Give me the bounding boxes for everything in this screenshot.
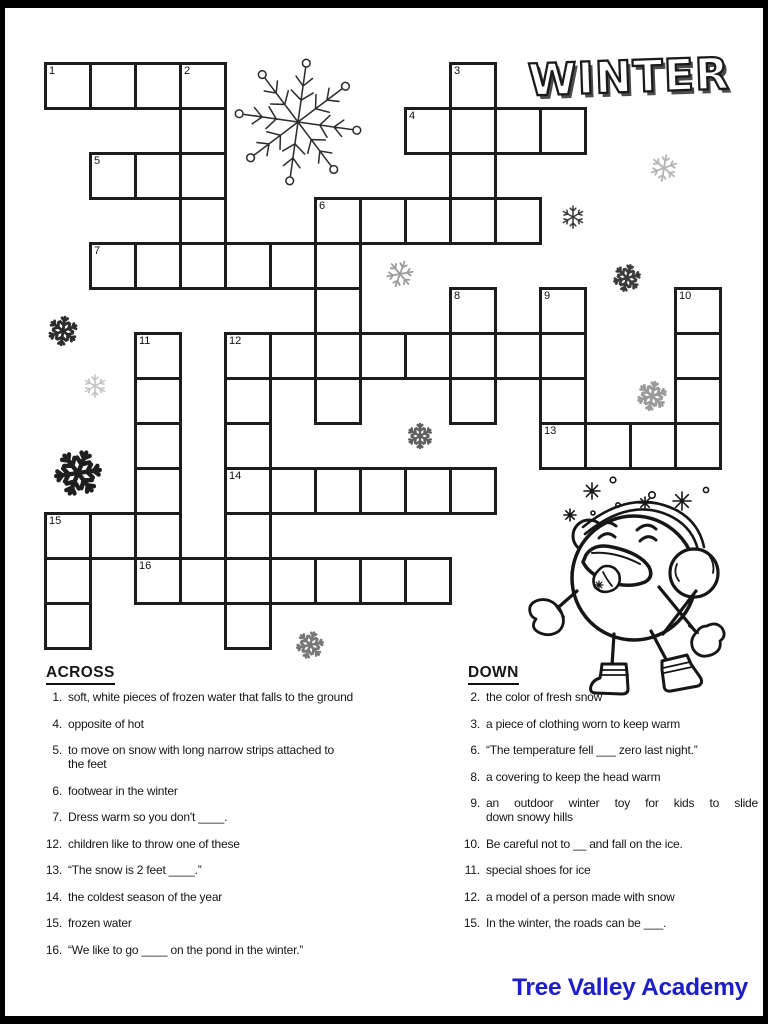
cell-number-4: 4: [409, 110, 416, 122]
clue-number: 13.: [45, 863, 62, 877]
crossword-word-15-down[interactable]: [44, 512, 92, 650]
cell-divider: [449, 470, 452, 512]
clue-down-8: [458, 770, 758, 784]
down-header: DOWN: [468, 664, 519, 685]
clue-across-16: [40, 943, 403, 957]
clue-number: 11.: [464, 863, 480, 877]
clue-text: a model of a person made with snow: [486, 889, 675, 904]
cell-divider: [449, 200, 452, 242]
crossword-word-13-across[interactable]: [539, 422, 722, 470]
cell-divider: [449, 110, 452, 152]
crossword-word-12-across[interactable]: [224, 332, 587, 380]
cell-divider: [359, 335, 362, 377]
clue-number: 10.: [463, 836, 480, 851]
crossword-word-6-down[interactable]: [314, 197, 362, 425]
cell-divider: [674, 425, 677, 467]
cell-divider: [404, 200, 407, 242]
cell-divider: [269, 470, 272, 512]
cell-divider: [179, 245, 182, 287]
brand-logo-text: Tree Valley Academy: [512, 974, 748, 1001]
clue-across-7: [40, 810, 403, 824]
crossword-word-5-across[interactable]: [89, 152, 227, 200]
clue-across-1: [40, 690, 403, 704]
across-header: ACROSS: [46, 664, 115, 685]
cell-divider: [404, 335, 407, 377]
crossword-word-4-across[interactable]: [404, 107, 587, 155]
clue-down-10: [458, 837, 758, 851]
clue-text: children like to throw one of these: [68, 836, 240, 851]
cell-divider: [227, 377, 269, 380]
cell-number-6: 6: [319, 200, 326, 212]
clue-text: “We like to go ____ on the pond in the winter.”: [68, 942, 304, 957]
cell-divider: [404, 470, 407, 512]
clue-text: the color of fresh snow: [486, 690, 603, 704]
cell-number-14: 14: [229, 470, 242, 482]
clue-number: 4.: [52, 716, 62, 731]
cell-divider: [359, 560, 362, 602]
clue-number: 2.: [470, 690, 480, 704]
across-clue-list: [40, 690, 403, 969]
cell-divider: [137, 422, 179, 425]
clue-text: Dress warm so you don't ____.: [68, 810, 228, 824]
cell-divider: [629, 425, 632, 467]
puzzle-title: WINTER: [527, 48, 731, 107]
clue-text: Be careful not to __ and fall on the ice.: [486, 836, 683, 851]
cell-divider: [677, 332, 719, 335]
clue-text: an outdoor winter toy for kids to slide down snowy hills: [486, 796, 758, 824]
cell-divider: [182, 107, 224, 110]
cell-divider: [449, 335, 452, 377]
cell-divider: [224, 560, 227, 602]
cell-number-8: 8: [454, 290, 461, 302]
clue-across-5: [40, 743, 403, 771]
clue-down-6: [458, 743, 758, 757]
clue-text: a covering to keep the head warm: [486, 769, 661, 784]
clue-number: 1.: [52, 690, 62, 704]
clue-across-14: [40, 890, 403, 904]
cell-number-12: 12: [229, 335, 242, 347]
clue-number: 6.: [52, 783, 62, 798]
cell-number-7: 7: [94, 245, 101, 257]
cell-number-16: 16: [139, 560, 152, 572]
cell-divider: [314, 245, 317, 287]
clue-across-4: [40, 717, 403, 731]
clue-across-15: [40, 916, 403, 930]
cell-divider: [89, 65, 92, 107]
cell-number-10: 10: [679, 290, 692, 302]
cell-number-3: 3: [454, 65, 461, 77]
clue-down-12: [458, 890, 758, 904]
clue-text: soft, white pieces of frozen water that falls to the ground: [68, 690, 354, 704]
clue-across-13: [40, 863, 403, 877]
cell-number-15: 15: [49, 515, 62, 527]
cell-divider: [179, 155, 182, 197]
clue-text: “The temperature fell ___ zero last night.”: [486, 743, 698, 757]
cell-divider: [47, 557, 89, 560]
cell-divider: [539, 335, 542, 377]
clue-text: “The snow is 2 feet ____.”: [68, 863, 202, 877]
clue-text: opposite of hot: [68, 716, 144, 731]
cell-number-11: 11: [139, 335, 151, 347]
cell-divider: [494, 200, 497, 242]
cell-number-1: 1: [49, 65, 56, 77]
clue-text: frozen water: [68, 916, 132, 930]
cell-number-9: 9: [544, 290, 551, 302]
clue-down-9: [458, 796, 758, 824]
clue-number: 14.: [45, 889, 62, 904]
clue-text: the coldest season of the year: [68, 889, 223, 904]
cell-number-13: 13: [544, 425, 557, 437]
cell-divider: [539, 110, 542, 152]
clue-number: 3.: [470, 716, 480, 731]
cell-number-2: 2: [184, 65, 191, 77]
clue-across-12: [40, 837, 403, 851]
clue-text: a piece of clothing worn to keep warm: [486, 716, 681, 731]
cell-divider: [224, 245, 227, 287]
cell-divider: [269, 560, 272, 602]
cell-divider: [47, 602, 89, 605]
clue-text: footwear in the winter: [68, 783, 178, 798]
cell-divider: [584, 425, 587, 467]
clue-number: 5.: [52, 743, 62, 757]
cell-divider: [134, 515, 137, 557]
clue-number: 9.: [470, 796, 480, 810]
clue-number: 8.: [470, 769, 480, 784]
cell-divider: [404, 560, 407, 602]
cell-number-5: 5: [94, 155, 101, 167]
cell-divider: [134, 65, 137, 107]
down-clue-list: [458, 690, 758, 943]
cell-divider: [494, 335, 497, 377]
clue-number: 15.: [463, 916, 480, 930]
crossword-word-7-across[interactable]: [89, 242, 362, 290]
cell-divider: [359, 470, 362, 512]
clue-number: 15.: [45, 916, 62, 930]
cell-divider: [269, 245, 272, 287]
cell-divider: [677, 377, 719, 380]
clue-down-11: [458, 863, 758, 877]
cell-divider: [134, 155, 137, 197]
clue-number: 16.: [45, 942, 62, 957]
cell-divider: [134, 245, 137, 287]
clue-number: 12.: [45, 836, 62, 851]
crossword-word-14-across[interactable]: [224, 467, 497, 515]
clue-across-6: [40, 784, 403, 798]
clue-down-3: [458, 717, 758, 731]
cell-divider: [137, 467, 179, 470]
cell-divider: [137, 377, 179, 380]
clue-number: 7.: [52, 810, 62, 824]
clue-text: special shoes for ice: [486, 863, 591, 877]
cell-divider: [227, 422, 269, 425]
clue-number: 12.: [463, 889, 480, 904]
cell-divider: [179, 560, 182, 602]
cell-divider: [494, 110, 497, 152]
cell-divider: [314, 560, 317, 602]
clue-text: In the winter, the roads can be ___.: [486, 916, 667, 930]
crossword-word-16-across[interactable]: [134, 557, 452, 605]
clue-down-15: [458, 916, 758, 930]
clue-down-2: [458, 690, 758, 704]
clue-number: 6.: [470, 743, 480, 757]
clue-text: to move on snow with long narrow strips attached to the feet: [68, 743, 334, 771]
cell-divider: [314, 335, 317, 377]
cell-divider: [314, 470, 317, 512]
